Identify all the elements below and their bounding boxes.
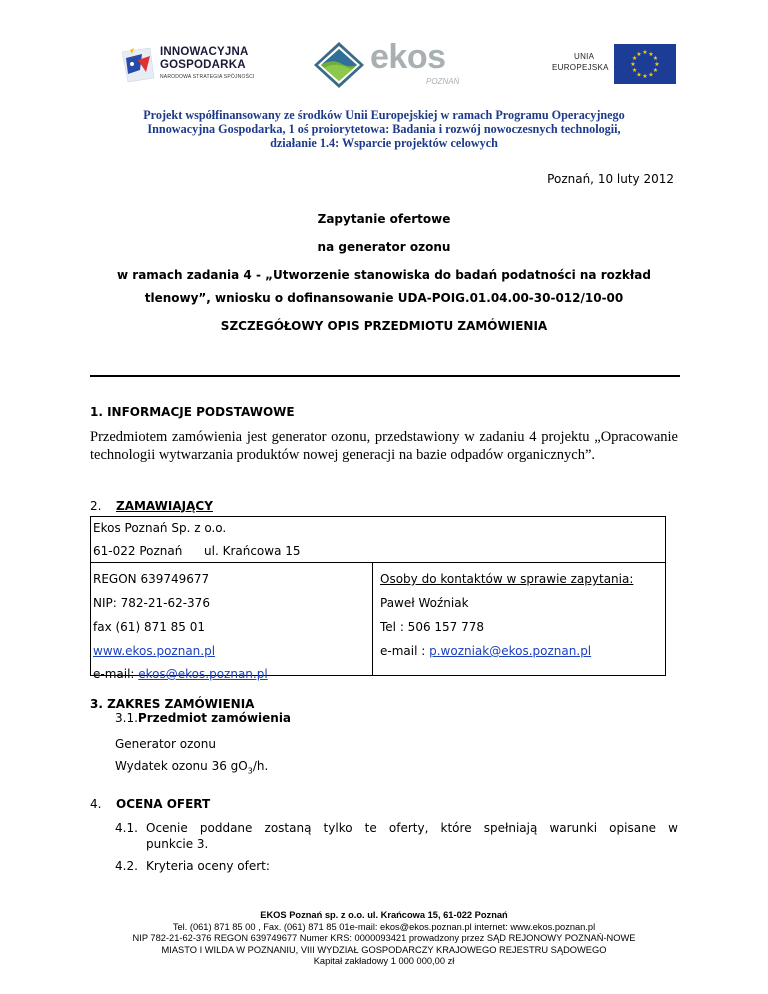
- section4-heading: OCENA OFERT: [116, 797, 211, 811]
- title-line2: na generator ozonu: [317, 240, 451, 254]
- company-regon: REGON 639749677: [93, 572, 210, 586]
- footer-line1: EKOS Poznań sp. z o.o. ul. Krańcowa 15, 61-022 Poznań: [260, 910, 508, 920]
- company-email-link[interactable]: ekos@ekos.poznan.pl: [138, 667, 268, 681]
- eu-star-icon: ★: [648, 71, 654, 79]
- project-cofinancing-header: [100, 108, 668, 150]
- company-email-label: e-mail:: [93, 667, 139, 681]
- section3-item2-subscript: 3: [247, 766, 253, 776]
- section3-sub-number: 3.1.: [115, 711, 138, 725]
- company-fax: fax (61) 871 85 01: [93, 620, 206, 634]
- section3-heading: 3. ZAKRES ZAMÓWIENIA: [90, 697, 255, 711]
- ekos-wordmark: ekos: [370, 38, 446, 76]
- eu-logo-line2: EUROPEJSKA: [552, 63, 609, 72]
- eu-star-icon: ★: [652, 67, 659, 75]
- title-line3: w ramach zadania 4 - „Utworzenie stanowiska do badań podatności na rozkład: [117, 268, 651, 282]
- company-website-link[interactable]: www.ekos.poznan.pl: [93, 644, 216, 658]
- section3-item1: Generator ozonu: [115, 737, 216, 751]
- section3-subsection: [115, 711, 291, 725]
- company-postcode: 61-022 Poznań: [93, 544, 183, 558]
- title-line4: tlenowy”, wniosku o dofinansowanie UDA-POIG.01.04.00-30-012/10-00: [144, 291, 624, 305]
- section3-sub-heading: Przedmiot zamówienia: [137, 711, 292, 725]
- table-column-divider: [372, 562, 373, 675]
- table-divider: [91, 562, 665, 563]
- contact-heading: Osoby do kontaktów w sprawie zapytania:: [380, 572, 634, 586]
- section3-item2-text: Wydatek ozonu 36 gO: [115, 759, 248, 773]
- ekos-logo: [312, 40, 472, 90]
- section4-item2-number: 4.2.: [115, 859, 138, 873]
- innovative-economy-logo: [120, 44, 270, 86]
- title-divider: [90, 375, 680, 377]
- eu-star-icon: ★: [652, 55, 659, 63]
- company-nip: NIP: 782-21-62-376: [93, 596, 210, 610]
- eu-star-icon: ★: [636, 71, 642, 79]
- contact-email-label: e-mail :: [380, 644, 430, 658]
- eu-logo: [552, 44, 682, 84]
- eu-star-icon: ★: [654, 61, 660, 69]
- eu-logo-line1: UNIA: [574, 52, 595, 61]
- title-line1: Zapytanie ofertowe: [317, 212, 451, 226]
- section1-heading: 1. INFORMACJE PODSTAWOWE: [90, 405, 295, 419]
- footer-line3: NIP 782-21-62-376 REGON 639749677 Numer KRS: 0000093421 prowadzony przez SĄD REJONOWY POZNAŃ-NOWE: [132, 933, 636, 943]
- eu-star-icon: ★: [631, 67, 638, 75]
- innovation-logo-line3: NARODOWA STRATEGIA SPÓJNOŚCI: [160, 74, 255, 80]
- eu-star-icon: ★: [631, 55, 638, 63]
- footer-line5: Kapitał zakładowy 1 000 000,00 zł: [313, 956, 455, 966]
- eu-flag-icon: [614, 44, 676, 84]
- eu-star-icon: ★: [642, 73, 648, 81]
- section1-text: Przedmiotem zamówienia jest generator ozonu, przedstawiony w zadaniu 4 projektu „Opracowanie technologii wytwarzania produktów nowej generacji na bazie odpadów organicznych”.: [90, 429, 678, 463]
- document-date: Poznań, 10 luty 2012: [547, 172, 674, 186]
- contact-table: [90, 516, 666, 681]
- footer-line2: Tel. (061) 871 85 00 , Fax. (061) 871 85 01e-mail: ekos@ekos.poznan.pl internet: www.ekos.poznan.pl: [172, 921, 596, 932]
- footer-line4: MIASTO I WILDA W POZNANIU, VIII WYDZIAŁ GOSPODARCZY KRAJOWEGO REJESTRU SĄDOWEGO: [161, 944, 607, 955]
- section4-number: 4.: [90, 797, 102, 811]
- header-line1: Projekt współfinansowany ze środków Unii Europejskiej w ramach Programu Operacyjnego: [143, 108, 625, 122]
- eu-star-icon: ★: [648, 50, 654, 58]
- ekos-diamond-icon: [312, 40, 366, 90]
- innovation-logo-line1: INNOWACYJNA: [160, 46, 249, 58]
- eu-star-icon: ★: [642, 49, 648, 57]
- ekos-city: POZNAŃ: [426, 77, 460, 86]
- company-name: Ekos Poznań Sp. z o.o.: [93, 521, 227, 535]
- section3-item2: [115, 759, 268, 775]
- contact-email-row: [380, 644, 591, 658]
- section4-item1-text: Ocenie poddane zostaną tylko te oferty, które spełniają warunki opisane w: [146, 821, 678, 835]
- header-line2: Innowacyjna Gospodarka, 1 oś proiorytetowa: Badania i rozwój nowoczesnych technologii,: [147, 122, 621, 136]
- innovative-economy-emblem-icon: [120, 44, 156, 84]
- contact-name: Paweł Woźniak: [380, 596, 469, 610]
- eu-star-icon: ★: [630, 61, 636, 69]
- contact-email-link[interactable]: p.wozniak@ekos.poznan.pl: [429, 644, 592, 658]
- title-line5: SZCZEGÓŁOWY OPIS PRZEDMIOTU ZAMÓWIENIA: [220, 319, 548, 333]
- section2-number: 2.: [90, 499, 102, 513]
- section3-item2-unit: /h.: [252, 759, 269, 773]
- innovation-logo-line2: GOSPODARKA: [160, 59, 246, 71]
- section4-item1-number: 4.1.: [115, 821, 138, 835]
- header-line3: działanie 1.4: Wsparcie projektów celowych: [270, 136, 498, 150]
- company-email-row: [93, 667, 268, 681]
- section4-item2-text: Kryteria oceny ofert:: [146, 859, 270, 873]
- section2-heading: ZAMAWIAJĄCY: [116, 499, 213, 513]
- eu-star-icon: ★: [636, 50, 642, 58]
- section4-item1-text2: punkcie 3.: [146, 837, 209, 851]
- company-street: ul. Krańcowa 15: [204, 544, 301, 558]
- company-footer: [60, 910, 708, 968]
- contact-phone: Tel : 506 157 778: [380, 620, 485, 634]
